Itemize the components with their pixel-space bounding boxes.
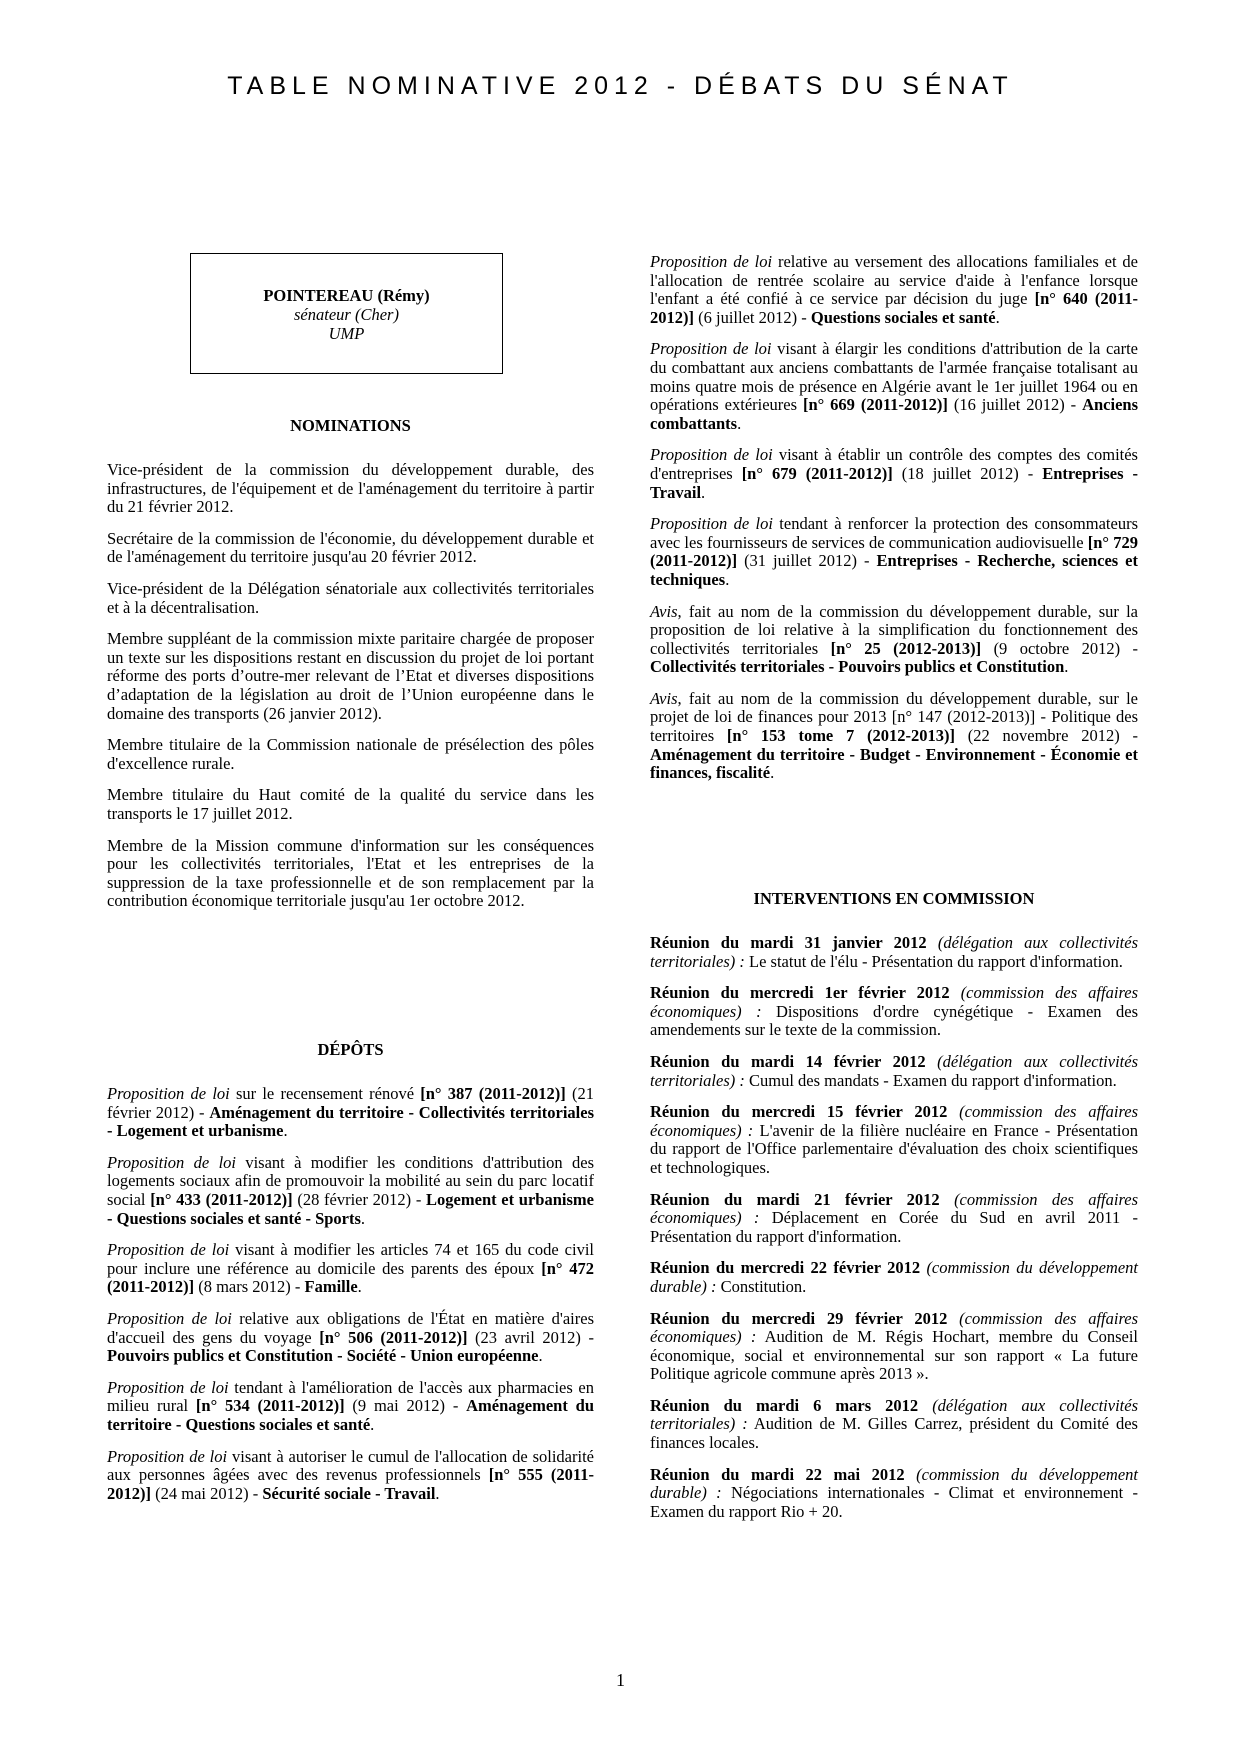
depot-end: . (283, 1121, 288, 1141)
depot-text: visant à autoriser le cumul de l'allocation de solidarité aux personnes âgées avec des revenus professionnels (107, 1446, 594, 1485)
meeting-subject: Négociations internationales - Climat et environnement - Examen du rapport Rio + 20. (650, 1483, 1138, 1521)
depot-text: tendant à renforcer la protection des consommateurs avec les fournisseurs de services de communication audiovisuelle (650, 514, 1138, 552)
meeting-body: (délégation aux collectivités territoriales) : (650, 1395, 1138, 1434)
depot-end: . (770, 763, 775, 783)
depot-item (107, 1310, 594, 1366)
depot-text: relative aux obligations de l'État en matière d'aires d'accueil des gens du voyage (107, 1308, 594, 1347)
depot-topics: Sécurité sociale - Travail (262, 1483, 436, 1503)
depot-ref: [n° 25 (2012-2013)] (830, 638, 982, 658)
intervention-item (650, 1053, 1138, 1090)
depot-date: (9 mai 2012) - (344, 1396, 467, 1416)
meeting-date: Réunion du mardi 14 février 2012 (650, 1051, 926, 1071)
depot-ref: [n° 555 (2011-2012)] (107, 1465, 594, 1503)
depot-text: visant à modifier les articles 74 et 165 du code civil pour inclure une référence au domicile des parents des époux (107, 1240, 594, 1278)
nominations-title: NOMINATIONS (290, 416, 411, 435)
page-title: TABLE NOMINATIVE 2012 - DÉBATS DU SÉNAT (227, 72, 1014, 100)
depot-item (107, 1241, 594, 1297)
depot-item (650, 690, 1138, 783)
depot-lead: Proposition de loi (650, 339, 772, 359)
meeting-subject: Audition de M. Régis Hochart, membre du Conseil économique, social et environnemental sur son rapport « La future Politique agricole commune après 2013 ». (650, 1327, 1138, 1384)
depot-item (650, 340, 1138, 433)
depot-item (107, 1154, 594, 1228)
depot-topics: Questions sociales et santé (810, 307, 996, 327)
depot-date: (23 avril 2012) - (467, 1327, 594, 1347)
depot-item (650, 515, 1138, 589)
nomination-item: Vice-président de la Délégation sénatoriale aux collectivités territoriales et à la décentralisation. (107, 578, 594, 617)
depot-date: (28 février 2012) - (292, 1189, 427, 1209)
depot-lead: Proposition de loi (650, 252, 773, 271)
meeting-body: (commission des affaires économiques) : (650, 1308, 1139, 1347)
senator-name: POINTEREAU (Rémy) (263, 286, 430, 305)
intervention-item (650, 1191, 1138, 1247)
nomination-item: Membre titulaire du Haut comité de la qualité du service dans les transports le 17 juillet 2012. (107, 785, 594, 823)
depot-lead: Proposition de loi (107, 1240, 230, 1260)
depot-item (650, 446, 1138, 502)
meeting-date: Réunion du mardi 22 mai 2012 (650, 1464, 905, 1484)
depot-item (650, 603, 1138, 677)
senator-box (190, 253, 503, 374)
meeting-date: Réunion du mardi 21 février 2012 (650, 1189, 940, 1209)
depot-date: (8 mars 2012) - (194, 1277, 305, 1297)
depot-lead: Avis (650, 601, 678, 621)
interventions-title: INTERVENTIONS EN COMMISSION (753, 889, 1035, 908)
depot-topics: Aménagement du territoire - Budget - Environnement - Économie et finances, fiscalité (650, 744, 1138, 783)
nomination-item: Membre suppléant de la commission mixte paritaire chargée de proposer un texte sur les dispositions restant en discussion du projet de loi portant réforme des ports d’outre-mer relevant de l’Etat et diverses dispositions d’adaptation de la législation au droit de l’Union européenne dans le domaine des transports (26 janvier 2012). (107, 629, 594, 723)
depot-end: . (435, 1483, 440, 1503)
depot-date: (18 juillet 2012) - (892, 463, 1043, 483)
depot-end: . (357, 1277, 362, 1297)
depot-ref: [n° 472 (2011-2012)] (107, 1258, 594, 1297)
depot-end: . (538, 1346, 543, 1366)
depot-date: (24 mai 2012) - (151, 1483, 263, 1503)
depot-ref: [n° 433 (2011-2012)] (150, 1189, 293, 1209)
meeting-date: Réunion du mardi 31 janvier 2012 (650, 933, 927, 952)
nomination-item: Membre titulaire de la Commission nationale de présélection des pôles d'excellence rurale. (107, 735, 594, 773)
nominations-list (107, 461, 594, 924)
nomination-item: Vice-président de la commission du développement durable, des infrastructures, de l'équipement et de l'aménagement du territoire à partir du 21 février 2012. (107, 460, 594, 517)
meeting-body: (commission du développement durable) : (650, 1258, 1139, 1296)
depot-lead: Proposition de loi (650, 445, 773, 465)
depot-item (650, 253, 1138, 327)
depots-list-right (650, 253, 1138, 796)
depot-date: (9 octobre 2012) - (981, 638, 1138, 658)
depot-ref: [n° 679 (2011-2012)] (741, 463, 893, 483)
depot-ref: [n° 729 (2011-2012)] (650, 532, 1138, 571)
depot-end: . (1064, 657, 1069, 677)
depot-topics: Famille (304, 1277, 358, 1297)
meeting-date: Réunion du mardi 6 mars 2012 (650, 1395, 919, 1415)
intervention-item (650, 1103, 1138, 1177)
depot-ref: [n° 669 (2011-2012)] (802, 395, 948, 415)
depot-ref: [n° 153 tome 7 (2012-2013)] (726, 726, 956, 746)
depots-title: DÉPÔTS (317, 1040, 384, 1059)
page-number: 1 (616, 1670, 625, 1690)
depot-date: (16 juillet 2012) - (947, 395, 1083, 415)
depots-list-left (107, 1085, 594, 1516)
meeting-date: Réunion du mercredi 29 février 2012 (650, 1308, 948, 1328)
meeting-date: Réunion du mercredi 22 février 2012 (650, 1258, 921, 1278)
depot-ref: [n° 506 (2011-2012)] (319, 1327, 468, 1347)
meeting-body: (commission des affaires économiques) : (650, 983, 1138, 1021)
depot-ref: [n° 534 (2011-2012)] (195, 1396, 345, 1416)
depot-end: . (995, 307, 1000, 327)
depot-topics: Anciens combattants (650, 395, 1138, 433)
depot-end: . (370, 1414, 375, 1434)
meeting-subject: L'avenir de la filière nucléaire en France - Présentation du rapport de l'Office parlementaire d'évaluation des choix scientifiques et technologiques. (650, 1120, 1138, 1177)
depot-topics: Entreprises - Recherche, sciences et techniques (650, 551, 1138, 589)
depot-text: visant à élargir les conditions d'attribution de la carte du combattant aux anciens combattants de l'armée française totalisant au moins quatre mois de présence en Algérie avant le 1er juillet 1964 ou en opérations extérieures (650, 339, 1138, 415)
depot-item (107, 1448, 594, 1504)
depot-date: (31 juillet 2012) - (737, 551, 877, 571)
depot-end: . (737, 413, 742, 433)
meeting-body: (commission des affaires économiques) : (650, 1189, 1139, 1228)
depot-item (107, 1085, 594, 1141)
nomination-item: Secrétaire de la commission de l'économie, du développement durable et de l'aménagement du territoire jusqu'au 20 février 2012. (107, 528, 594, 567)
meeting-subject: Déplacement en Corée du Sud en avril 2011 - Présentation du rapport d'information. (650, 1208, 1138, 1246)
depot-topics: Collectivités territoriales - Pouvoirs publics et Constitution (650, 657, 1065, 677)
meeting-subject: Constitution. (716, 1276, 807, 1296)
intervention-item (650, 1397, 1138, 1453)
depot-lead: Proposition de loi (107, 1308, 232, 1328)
meeting-body: (délégation aux collectivités territoriales) : (650, 1051, 1138, 1090)
depot-ref: [n° 640 (2011-2012)] (650, 289, 1138, 327)
depot-text: , fait au nom de la commission du développement durable, sur la proposition de loi relative à la simplification du fonctionnement des collectivités territoriales (650, 601, 1138, 658)
depot-topics: Entreprises - Travail (650, 463, 1138, 502)
depot-topics: Logement et urbanisme - Questions sociales et santé - Sports (107, 1189, 594, 1228)
meeting-subject: Le statut de l'élu - Présentation du rapport d'information. (744, 951, 1123, 971)
intervention-item (650, 1310, 1138, 1384)
depot-end: . (701, 482, 706, 502)
depot-topics: Aménagement du territoire - Questions sociales et santé (107, 1396, 595, 1434)
depot-lead: Proposition de loi (107, 1084, 230, 1103)
senator-party: UMP (328, 324, 365, 343)
depot-end: . (725, 569, 730, 589)
depot-date: (21 février 2012) - (107, 1084, 595, 1122)
depot-lead: Avis (650, 688, 678, 708)
depot-text: sur le recensement rénové (229, 1084, 421, 1103)
intervention-item (650, 1259, 1138, 1296)
nomination-item: Membre de la Mission commune d'information sur les conséquences pour les collectivités territoriales, l'Etat et les entreprises de la suppression de la taxe professionnelle et de son remplacement par la contribution économique territoriale jusqu'au 1er octobre 2012. (107, 835, 594, 911)
meeting-body: (commission des affaires économiques) : (650, 1102, 1139, 1140)
intervention-item (650, 984, 1138, 1040)
depot-lead: Proposition de loi (107, 1152, 236, 1172)
meeting-subject: Audition de M. Gilles Carrez, président du Comité des finances locales. (650, 1414, 1138, 1453)
interventions-list (650, 934, 1138, 1534)
meeting-body: (délégation aux collectivités territoriales) : (650, 933, 1139, 971)
depot-text: relative au versement des allocations familiales et de l'allocation de rentrée scolaire au service d'aide à l'enfance lorsque l'enfant a été confié à ce service par décision du juge (650, 252, 1138, 309)
meeting-date: Réunion du mercredi 15 février 2012 (650, 1102, 948, 1122)
meeting-date: Réunion du mercredi 1er février 2012 (650, 983, 950, 1003)
depot-end: . (360, 1208, 366, 1228)
depot-item (107, 1379, 594, 1435)
depot-lead: Proposition de loi (107, 1377, 229, 1397)
depot-topics: Aménagement du territoire - Collectivités territoriales - Logement et urbanisme (107, 1102, 594, 1141)
depot-ref: [n° 387 (2011-2012)] (420, 1084, 566, 1103)
depot-text: visant à établir un contrôle des comptes des comités d'entreprises (650, 445, 1138, 483)
intervention-item (650, 1466, 1138, 1522)
depot-lead: Proposition de loi (107, 1446, 228, 1466)
depot-text: tendant à l'amélioration de l'accès aux pharmacies en milieu rural (107, 1377, 594, 1416)
meeting-subject: Cumul des mandats - Examen du rapport d'information. (744, 1070, 1117, 1090)
intervention-item (650, 934, 1138, 971)
depot-lead: Proposition de loi (650, 514, 773, 534)
senator-role: sénateur (Cher) (294, 305, 399, 324)
meeting-subject: Dispositions d'ordre cynégétique - Examen des amendements sur le texte de la commission. (650, 1001, 1138, 1040)
meeting-body: (commission du développement durable) : (650, 1464, 1138, 1503)
depot-date: (6 juillet 2012) - (694, 307, 811, 327)
depot-text: visant à modifier les conditions d'attribution des logements sociaux afin de promouvoir la mobilité au sein du parc locatif social (107, 1152, 594, 1209)
depot-date: (22 novembre 2012) - (955, 726, 1139, 746)
depot-topics: Pouvoirs publics et Constitution - Société - Union européenne (107, 1346, 539, 1366)
depot-text: , fait au nom de la commission du développement durable, sur le projet de loi de finances pour 2013 [n° 147 (2012-2013)] - Politique des territoires (650, 688, 1138, 746)
